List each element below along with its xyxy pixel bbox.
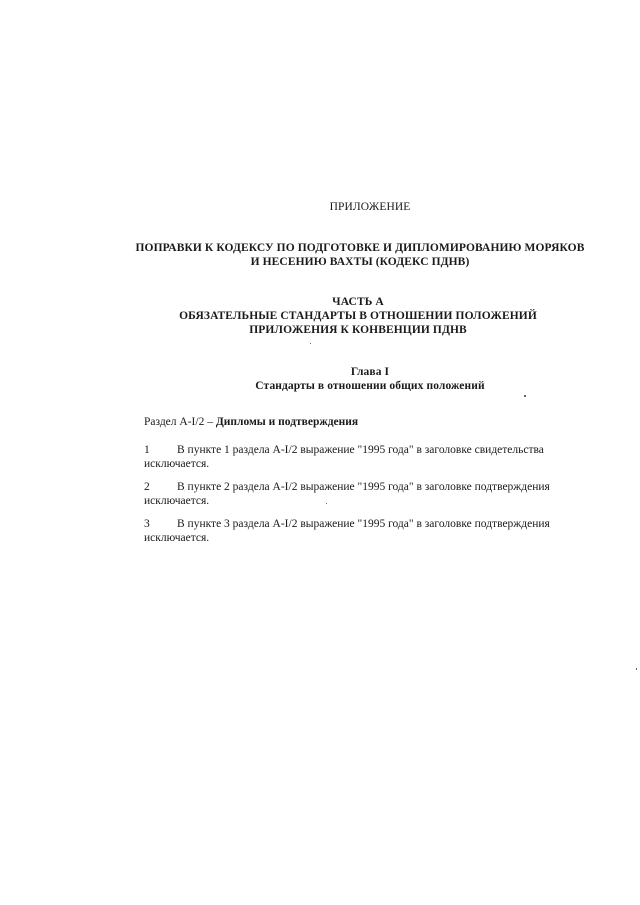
section-lead: Раздел А-I/2 – bbox=[144, 416, 213, 428]
scan-speck bbox=[326, 503, 327, 504]
scan-speck bbox=[310, 343, 311, 344]
part-title-line-2: ПРИЛОЖЕНИЯ К КОНВЕНЦИИ ПДНВ bbox=[249, 324, 467, 336]
paragraph-number: 1 bbox=[144, 444, 150, 456]
document-title bbox=[40, 241, 640, 269]
chapter-heading bbox=[50, 365, 640, 393]
chapter-title: Стандарты в отношении общих положений bbox=[255, 380, 485, 392]
paragraph-text-line-1: В пункте 3 раздела А-I/2 выражение "1995 года" в заголовке подтверждения bbox=[177, 518, 550, 530]
paragraph-3 bbox=[144, 517, 564, 545]
paragraph-text-line-1: В пункте 2 раздела А-I/2 выражение "1995 года" в заголовке подтверждения bbox=[177, 481, 550, 493]
paragraph-text-line-2: исключается. bbox=[144, 495, 210, 507]
paragraph-text-line-2: исключается. bbox=[144, 458, 210, 470]
scan-speck bbox=[524, 395, 526, 397]
part-heading bbox=[38, 295, 640, 337]
scan-speck bbox=[636, 668, 637, 670]
paragraph-number: 2 bbox=[144, 481, 150, 493]
part-label: ЧАСТЬ А bbox=[332, 296, 384, 308]
paragraph-number: 3 bbox=[144, 518, 150, 530]
annex-title bbox=[50, 200, 640, 214]
paragraph-2 bbox=[144, 480, 564, 508]
document-title-line-1: ПОПРАВКИ К КОДЕКСУ ПО ПОДГОТОВКЕ И ДИПЛОМИРОВАНИЮ МОРЯКОВ bbox=[135, 242, 585, 254]
document-title-line-2: И НЕСЕНИЮ ВАХТЫ (КОДЕКС ПДНВ) bbox=[250, 256, 470, 268]
paragraph-text-line-2: исключается. bbox=[144, 532, 210, 544]
chapter-label: Глава I bbox=[350, 366, 390, 378]
section-title: Дипломы и подтверждения bbox=[215, 416, 359, 428]
paragraph-text-line-1: В пункте 1 раздела А-I/2 выражение "1995 года" в заголовке свидетельства bbox=[177, 444, 544, 456]
part-title-line-1: ОБЯЗАТЕЛЬНЫЕ СТАНДАРТЫ В ОТНОШЕНИИ ПОЛОЖЕНИЙ bbox=[179, 310, 537, 322]
paragraph-1 bbox=[144, 443, 564, 471]
section-heading bbox=[144, 416, 358, 428]
annex-title-text: ПРИЛОЖЕНИЕ bbox=[329, 201, 411, 213]
